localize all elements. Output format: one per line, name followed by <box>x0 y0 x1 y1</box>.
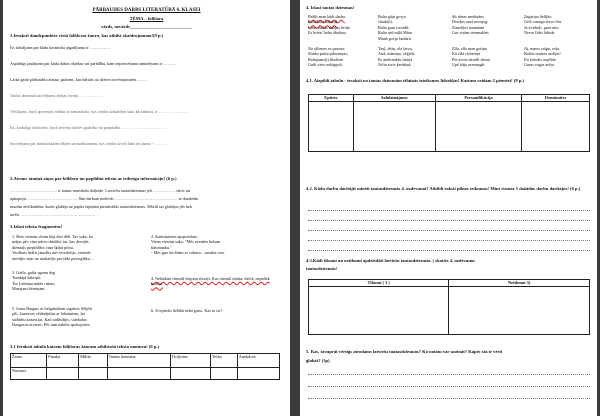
fragment-6: 6. Zvejnieks lielākā nekā gaiss. Kas ta sir? <box>151 308 223 313</box>
q1-item: Tautas dziesmā sacerējums dzejas formā……………… <box>10 93 103 98</box>
q3-title: 3.Izlasi tekstu fragmentus! <box>10 224 63 229</box>
right-page <box>300 0 597 416</box>
genre-header: Mīkla <box>79 354 107 368</box>
genre-header: Pasaka <box>47 354 79 368</box>
q4-title: 4. Izlasi tautas dziesmas! <box>306 5 355 10</box>
answer-line[interactable] <box>308 230 590 231</box>
song-5: No tālienes es pazinu: Slinka puiša pilavniņas; Baltajams(i) āboliem Gaili vain nokāpjoši. <box>308 46 349 68</box>
q1-item: Sacerējums par fantastiskiem tēliem un notikumiem, kas cenšas izcelt labo un ļauno - ……… <box>10 141 167 146</box>
worksheet-theme: TĒMA – folklora <box>129 16 164 21</box>
q1-item: Īss, kodolīgs izteiciens, kurā ietverta dzīves gudrība vai pamācība – ………………………… <box>10 125 167 130</box>
genre-header: Tautas dziesma <box>107 354 170 368</box>
genre-header: Žanrs <box>11 354 47 368</box>
answer-cell[interactable] <box>309 287 449 335</box>
song-8: Ai, manu valgu, zaļu, Baltas maizes ardījas! Kā balodis noplīda Garas vagas arēju. <box>524 46 561 68</box>
q1-item: Īss stāstījums par kādu kosmisku atgadījumu ir …………… <box>10 45 111 50</box>
q2-line: mazām atvilktnītēm, kurās glabāja uz papīra lapiņām pierakstītās tautasdziesmas. Sēbrīd tas glabājas jeb tiek <box>10 204 192 209</box>
fragment-4: 4. Nekādam cūmušī degoņu slavaļi. Kas cūmuļi slaska, dzīvā, nepalīek bezālu. <box>151 276 270 287</box>
answer-line[interactable] <box>308 398 590 399</box>
song-2: Balta gāju govju slaukt(i), Balta gani istvadīt, Balta sēd mīļā Māra Manā govju laidarā. <box>378 14 412 41</box>
q1-item: Asprātīgs jautājums par kādu dabas objektu vai parādību, kam nepieciešama atminējums ir ……… <box>10 61 176 66</box>
q1-title: 1.Ieraksti dandrpunktes vietā folkloras žanru, kas atbilst skaidrojumam!(9 p.) <box>10 33 164 38</box>
figures-table <box>308 94 590 152</box>
answer-cell[interactable] <box>309 102 354 152</box>
answer-cell[interactable] <box>449 287 590 335</box>
q2-line: apkopojis………………………………. Šim darbam nodevās ……………………………………… ar dandzām <box>10 196 199 201</box>
left-page <box>3 0 290 416</box>
q1-item: Vēstījums, kurā apvienots reālais ar fantastisko, kas cenšas izskaidrot kaut kā rašanos, ir ………………… <box>10 109 189 114</box>
answer-line[interactable] <box>308 374 590 375</box>
fragment-1: 1. Reiz vienam vīram bija divi dēli. Tas saka, ka mājas pēc viņa nāves dabūšot tas, kas devejās diennaļs piepildīšot viņa šķūni pilnu. Vecākais brālis jaunāks nav iesedošijs, viesmēr nievājis viņu un uzskatījis par tādu pavieglāku… <box>12 234 94 261</box>
q43-title: 4.3.Kādi tikumi un netikumi apdziedāti latviešu tautasdziesmās. ( skaties 4. uzdevumu <box>306 258 475 263</box>
figures-header: Deminutīvs <box>522 95 590 102</box>
name-field[interactable]: vārds, uzvārds___________________________ <box>101 24 192 29</box>
answer-cell[interactable] <box>237 368 279 380</box>
answer-line[interactable] <box>308 250 590 251</box>
q41-title: 4.1. Aizpildi tabulu - ieraksti no tautas dziesmām tēlainās izteiksmes līdzekļus! Katram veidam 2 piemēri! (8 p.) <box>306 78 525 83</box>
song-7: Zīla, zīla man gotiņa Kā zīlā cielaviņa Pie avota dzirdīt dzinu Upē kāju nomazgāt <box>452 46 490 68</box>
answer-cell[interactable] <box>107 368 170 380</box>
q43-title-cont: tautasdziesmās! <box>306 266 338 271</box>
song-4: Zagatiņa lielījās: Grib vanaga sievu būt. Ja zvirbuļi, gara aste, Nevar līdzi lidināt. <box>524 14 562 36</box>
song-3: Sīt sēnas meitiņām Dvieļus auzt nevajag; Zirnekļiti naundani Gar visām sienmalēm. <box>452 14 490 36</box>
answer-cell[interactable] <box>210 368 237 380</box>
fragment-2: 2. Kaimiņienes apsprieduss. Viena viestiņi saka: "Mēs avenēm liekam kūtomniku." - Mēs gan tās ēdam ar cukuru…nosaka otra. <box>151 234 225 256</box>
answer-line[interactable] <box>308 386 590 387</box>
row-label: Numurs <box>11 368 47 380</box>
q42-title: 4.2. Kādu darbu darītājiš minēti tautasdziesmās 4. uzdevumā? Atbildi rakstī pilnos teikumos! Mini vismaz 5 dažādus darbu darītājus! (6 p.) <box>306 186 581 191</box>
virtues-header: Netikumi 3) <box>449 280 590 287</box>
q2-line: ……………………………. ir tautas mutvārdu daiļrade. Latviešu tautasdziesmas jeb ……………. vācis un <box>10 188 190 193</box>
virtues-header: Tikumi ( 3 ) <box>309 280 449 287</box>
answer-cell[interactable] <box>79 368 107 380</box>
figures-header: Epitets <box>309 95 354 102</box>
q5-title-cont: glabāt? (3p) <box>306 358 330 363</box>
virtues-table <box>308 279 590 335</box>
genre-header: Teika <box>210 354 237 368</box>
answer-cell[interactable] <box>522 102 590 152</box>
figures-header: Salīdzinājums <box>353 95 435 102</box>
genre-header: Anekdote <box>237 354 279 368</box>
q1-item: Laika gaitā pārbaudīta atziņa, padoms, kas balstās uz dzīves novērojumiem……… <box>10 77 149 82</box>
genre-table <box>10 353 280 380</box>
answer-cell[interactable] <box>47 368 79 380</box>
worksheet-title: PĀRBAUDES DARBS LITERATŪRĀ 6. KLASEI <box>92 8 201 13</box>
q2-title: 2.Atrunc atmiņā ziņas par folkloru un papildini tekstu ar iederīgu informāciju! (6 p.) <box>10 176 177 181</box>
fragment-3: 3. Gaiša, gaiša ugunu deg Tumšajā kaktiņā; Tur Laimiņa mūžu rakstu Mazajam bērniņam. <box>12 270 56 292</box>
song-1: Brāļīs man kādi darba Baltābola kalniņā Citas mašas dubļus brida Es brien' baltu āboliņu. <box>308 14 350 36</box>
answer-cell[interactable] <box>353 102 435 152</box>
answer-cell[interactable] <box>170 368 210 380</box>
song-6: Tauļ, tētiņ, ola laivu, Aud, māmiņa, zēģelīt: Es aizbraukšu jūriņā Zelta zivis ķerūtiņā. <box>378 46 416 68</box>
q5-title: 5. Kas, tavuprāt vērtīgs atrodams latviešu tautasdziesmās? Ko notām var uzzināt? Kāpēc tās ir vērti <box>306 349 503 354</box>
answer-line[interactable] <box>308 220 590 221</box>
q2-line: turēts ……………………………………………… <box>10 212 96 217</box>
answer-line[interactable] <box>308 210 590 211</box>
answer-cell[interactable] <box>435 102 522 152</box>
figures-header: Personifikācija <box>435 95 522 102</box>
genre-header: Ticējums <box>170 354 210 368</box>
fragment-5: 5. Ivans Bargais ar lielgabaliem sagrāvis Sēlpils pili. Jaunavas vēdinājušas ar lakatiņiem, lai sadūrītu kazaviļus. Kad sadūsdijis, salekušas Daugavas atvaros. Pēc tam nakitīs spokojoties. <box>12 306 93 328</box>
answer-line[interactable] <box>308 240 590 241</box>
q31-title: 3.1 Ieraksti tabulā katram folkloras žanram atbilstošā teksta numuru! (6 p.) <box>10 344 160 349</box>
